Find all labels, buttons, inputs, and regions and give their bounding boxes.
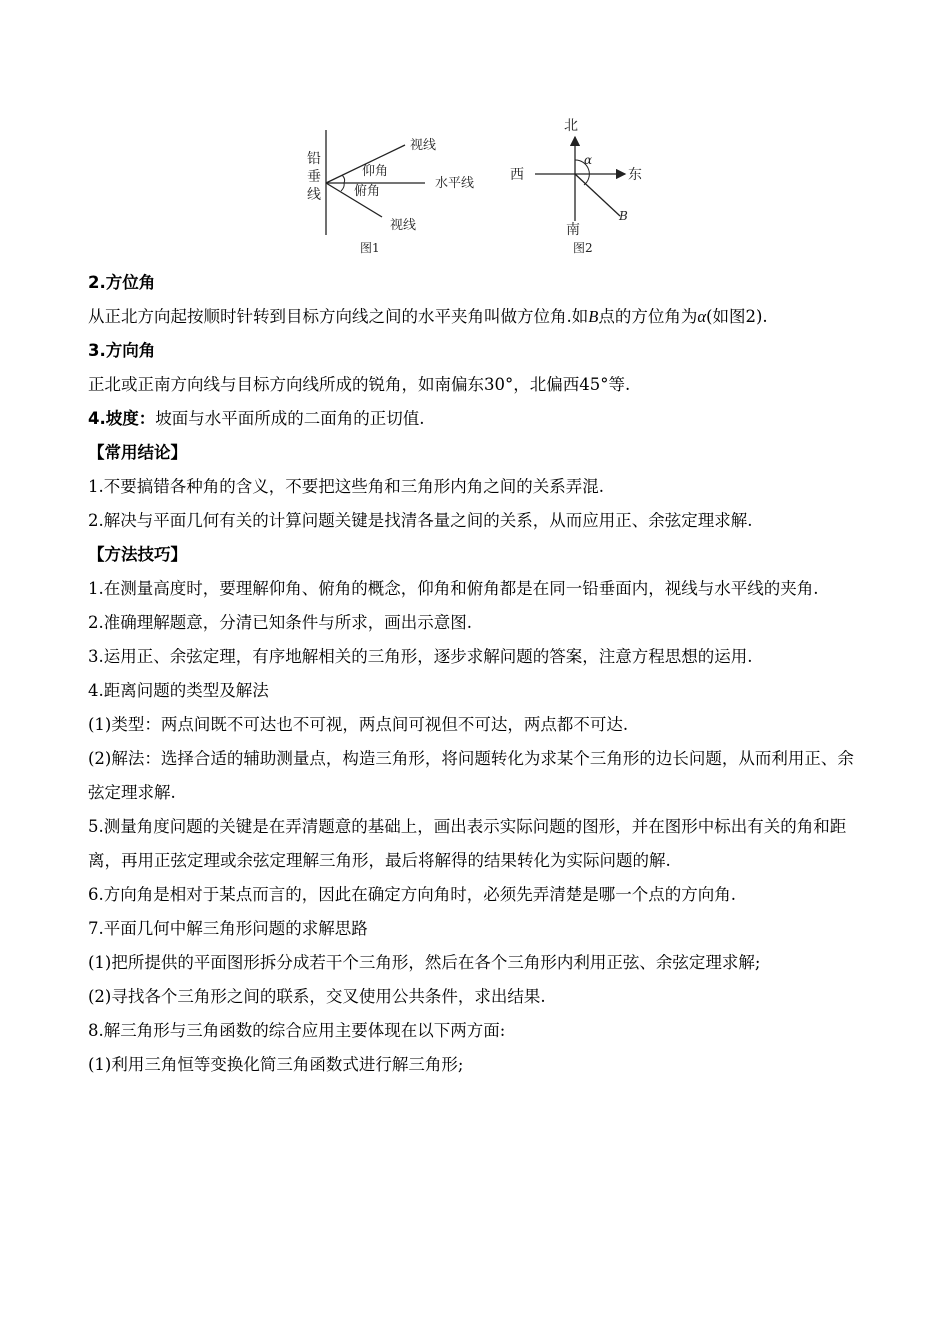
document-body [88, 266, 862, 1082]
figure-1-elevation-depression [300, 125, 500, 260]
sight-line-bottom-label: 视线 [390, 218, 417, 233]
vertical-label-1: 铅 [307, 151, 321, 167]
depression-label: 俯角 [354, 184, 381, 199]
methods-heading: 【方法技巧】 [88, 545, 187, 564]
point-b-var: B [588, 307, 599, 326]
method-item: 6.方向角是相对于某点而言的，因此在确定方向角时，必须先弄清楚是哪一个点的方向角. [88, 885, 736, 904]
figure-2-caption: 图2 [573, 241, 593, 255]
method-item: (2)寻找各个三角形之间的联系，交叉使用公共条件，求出结果. [88, 987, 546, 1006]
point-b-label: B [619, 209, 628, 223]
figure-1-diagram [300, 125, 500, 260]
method-item: (1)利用三角恒等变换化简三角函数式进行解三角形; [88, 1055, 464, 1074]
method-item: (1)类型：两点间既不可达也不可视，两点间可视但不可达，两点都不可达. [88, 715, 629, 734]
vertical-label-3: 线 [307, 187, 321, 203]
alpha-label: α [584, 153, 593, 167]
section-2-heading: 2.方位角 [88, 273, 156, 292]
south-label: 南 [566, 222, 580, 238]
method-item: 8.解三角形与三角函数的综合应用主要体现在以下两方面: [88, 1021, 506, 1040]
depression-arc [341, 183, 344, 191]
north-label: 北 [564, 118, 578, 134]
method-item: 1.在测量高度时，要理解仰角、俯角的概念，仰角和俯角都是在同一铅垂面内，视线与水平线的夹角. [88, 579, 819, 598]
sight-line-top-label: 视线 [410, 138, 437, 153]
conclusion-item: 2.解决与平面几何有关的计算问题关键是找清各量之间的关系，从而应用正、余弦定理求解. [88, 511, 753, 530]
section-3-text: 正北或正南方向线与目标方向线所成的锐角，如南偏东30°，北偏西45°等. [88, 375, 631, 394]
section-4-heading: 4.坡度： [88, 409, 156, 428]
east-label: 东 [628, 167, 642, 183]
conclusion-item: 1.不要搞错各种角的含义，不要把这些角和三角形内角之间的关系弄混. [88, 477, 604, 496]
section-2-text [88, 300, 862, 334]
method-item: 3.运用正、余弦定理，有序地解相关的三角形，逐步求解问题的答案，注意方程思想的运用. [88, 647, 753, 666]
vertical-label-2: 垂 [307, 169, 321, 185]
method-item: 4.距离问题的类型及解法 [88, 681, 269, 700]
section-2-text-b: 点的方位角为 [598, 307, 698, 326]
method-item: (1)把所提供的平面图形拆分成若干个三角形，然后在各个三角形内利用正弦、余弦定理求解; [88, 953, 761, 972]
figure-2-diagram [505, 113, 655, 261]
elevation-label: 仰角 [362, 164, 389, 179]
direction-line-b [575, 174, 620, 216]
west-label: 西 [510, 167, 524, 183]
elevation-arc [342, 175, 345, 183]
conclusions-heading: 【常用结论】 [88, 443, 187, 462]
figure-1-caption: 图1 [360, 241, 380, 255]
method-item: 7.平面几何中解三角形问题的求解思路 [88, 919, 368, 938]
alpha-var: α [697, 307, 707, 326]
section-2-text-c: (如图2). [706, 307, 768, 326]
section-4-text: 坡面与水平面所成的二面角的正切值. [155, 409, 425, 428]
section-2-text-a: 从正北方向起按顺时针转到目标方向线之间的水平夹角叫做方位角.如 [88, 307, 589, 326]
method-item: (2)解法：选择合适的辅助测量点，构造三角形，将问题转化为求某个三角形的边长问题，从而利用正、余弦定理求解. [88, 749, 854, 802]
horizontal-label: 水平线 [435, 176, 475, 191]
method-item: 2.准确理解题意，分清已知条件与所求，画出示意图. [88, 613, 472, 632]
method-item: 5.测量角度问题的关键是在弄清题意的基础上，画出表示实际问题的图形，并在图形中标出有关的角和距离，再用正弦定理或余弦定理解三角形，最后将解得的结果转化为实际问题的解. [88, 817, 847, 870]
section-3-heading: 3.方向角 [88, 341, 156, 360]
section-4 [88, 402, 862, 436]
figure-2-azimuth [505, 113, 655, 261]
